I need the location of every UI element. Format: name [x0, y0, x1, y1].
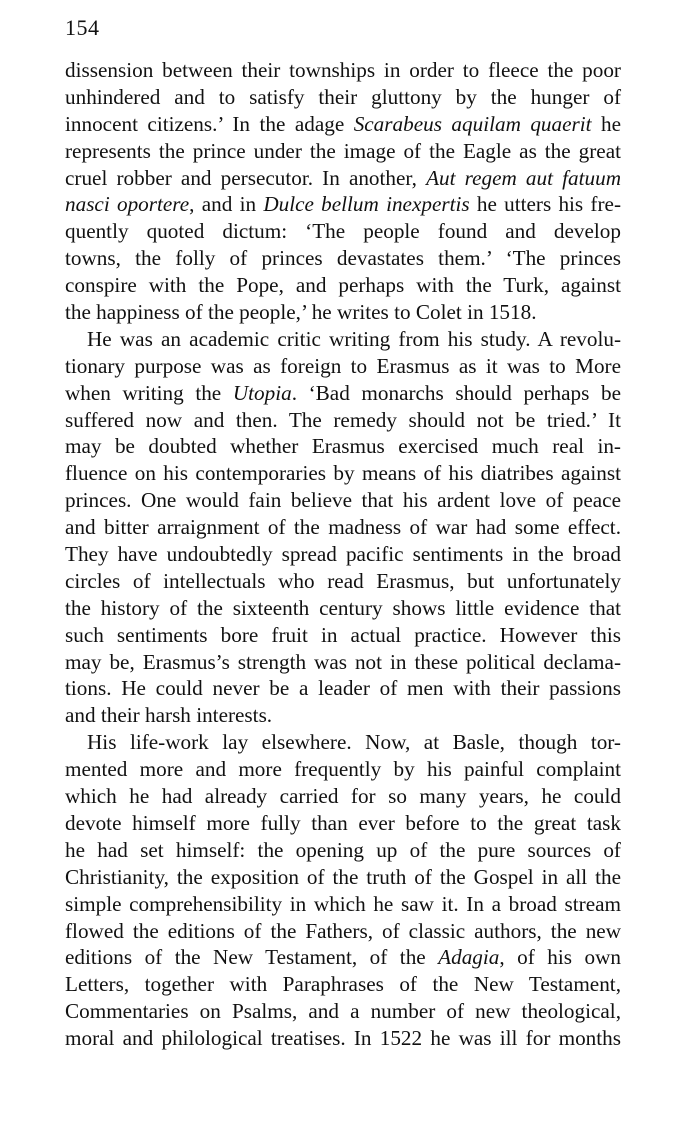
- text-run: fluence on his contemporaries by means of his diatribes against: [65, 461, 621, 486]
- text-line: [65, 299, 621, 326]
- italic-text: nasci oportere: [65, 192, 190, 217]
- italic-text: Scarabeus aquilam quaerit: [353, 111, 592, 136]
- text-run: suffered now and then. The remedy should not be tried.’ It: [65, 407, 621, 432]
- text-run: They have undoubtedly spread pacific sentiments in the broad: [65, 542, 621, 567]
- text-line: [65, 729, 621, 756]
- italic-text: Aut regem aut fatuum: [426, 165, 621, 190]
- text-line: [65, 702, 621, 729]
- italic-text: Utopia: [232, 380, 292, 405]
- text-line: [65, 783, 621, 810]
- text-line: [65, 971, 621, 998]
- text-run: quently quoted dictum: ‘The people found and develop: [65, 219, 621, 244]
- text-line: [65, 837, 621, 864]
- text-run: circles of intellectuals who read Erasmus, but unfortunately: [65, 568, 621, 593]
- paragraph: [65, 57, 621, 326]
- text-run: and their harsh interests.: [65, 703, 273, 728]
- text-run: unhindered and to satisfy their gluttony by the hunger of: [65, 84, 621, 109]
- text-run: . ‘Bad monarchs should perhaps be: [291, 380, 622, 405]
- text-run: which he had already carried for so many years, he could: [65, 784, 621, 809]
- text-run: He was an academic critic writing from his study. A revolu-: [87, 326, 621, 351]
- text-run: simple comprehensibility in which he saw it. In a broad stream: [65, 891, 621, 916]
- paragraph: [65, 326, 621, 729]
- text-line: [65, 326, 621, 353]
- text-line: [65, 756, 621, 783]
- italic-text: Adagia: [438, 945, 500, 970]
- text-line: [65, 944, 621, 971]
- text-run: editions of the New Testament, of the: [65, 945, 439, 970]
- text-run: Christianity, the exposition of the truth of the Gospel in all the: [65, 864, 621, 889]
- text-line: [65, 57, 621, 84]
- text-run: moral and philological treatises. In 1522 he was ill for months: [65, 1026, 621, 1051]
- text-line: [65, 353, 621, 380]
- text-run: he: [591, 111, 621, 136]
- text-run: represents the prince under the image of the Eagle as the great: [65, 138, 621, 163]
- text-line: [65, 514, 621, 541]
- text-line: [65, 111, 621, 138]
- page-number: 154: [65, 15, 100, 40]
- text-run: Commentaries on Psalms, and a number of new theological,: [65, 999, 621, 1024]
- text-run: he had set himself: the opening up of the pure sources of: [65, 837, 621, 862]
- text-line: [65, 433, 621, 460]
- text-run: such sentiments bore fruit in actual practice. However this: [65, 622, 621, 647]
- text-line: [65, 218, 621, 245]
- text-line: [65, 864, 621, 891]
- text-line: [65, 165, 621, 192]
- text-run: His life-work lay elsewhere. Now, at Basle, though tor-: [87, 730, 621, 755]
- text-run: Letters, together with Paraphrases of the New Testament,: [65, 972, 621, 997]
- italic-text: Dulce bellum inexpertis: [263, 192, 470, 217]
- paragraph: [65, 729, 621, 1052]
- text-run: , of his own: [499, 945, 621, 970]
- text-run: , and in: [189, 192, 264, 217]
- text-run: innocent citizens.’ In the adage: [65, 111, 354, 136]
- text-line: [65, 675, 621, 702]
- text-run: the happiness of the people,’ he writes to Colet in 1518.: [65, 300, 537, 325]
- text-line: [65, 460, 621, 487]
- text-line: [65, 272, 621, 299]
- text-run: tionary purpose was as foreign to Erasmus as it was to More: [65, 353, 621, 378]
- text-run: may be doubted whether Erasmus exercised much real in-: [65, 434, 621, 459]
- text-run: princes. One would fain believe that his ardent love of peace: [65, 488, 621, 513]
- text-run: he utters his fre-: [469, 192, 622, 217]
- text-run: may be, Erasmus’s strength was not in these political declama-: [65, 649, 621, 674]
- text-run: towns, the folly of princes devastates them.’ ‘The princes: [65, 246, 621, 271]
- text-line: [65, 245, 621, 272]
- text-run: devote himself more fully than ever before to the great task: [65, 810, 621, 835]
- text-run: dissension between their townships in order to fleece the poor: [65, 58, 621, 82]
- text-run: conspire with the Pope, and perhaps with the Turk, against: [65, 273, 621, 298]
- text-line: [65, 891, 621, 918]
- text-run: the history of the sixteenth century shows little evidence that: [65, 595, 621, 620]
- text-run: when writing the: [65, 380, 233, 405]
- text-line: [65, 191, 621, 218]
- text-line: [65, 998, 621, 1025]
- text-line: [65, 541, 621, 568]
- text-run: and bitter arraignment of the madness of war had some effect.: [65, 515, 621, 540]
- text-line: [65, 138, 621, 165]
- text-run: cruel robber and persecutor. In another,: [65, 165, 427, 190]
- text-line: [65, 487, 621, 514]
- text-line: [65, 380, 621, 407]
- text-line: [65, 84, 621, 111]
- text-line: [65, 595, 621, 622]
- text-line: [65, 918, 621, 945]
- text-line: [65, 810, 621, 837]
- body-text: [65, 57, 621, 1052]
- text-run: tions. He could never be a leader of men with their passions: [65, 676, 621, 701]
- text-line: [65, 649, 621, 676]
- text-line: [65, 1025, 621, 1052]
- text-line: [65, 407, 621, 434]
- text-run: flowed the editions of the Fathers, of classic authors, the new: [65, 918, 621, 943]
- text-run: mented more and more frequently by his painful complaint: [65, 757, 621, 782]
- text-line: [65, 568, 621, 595]
- text-line: [65, 622, 621, 649]
